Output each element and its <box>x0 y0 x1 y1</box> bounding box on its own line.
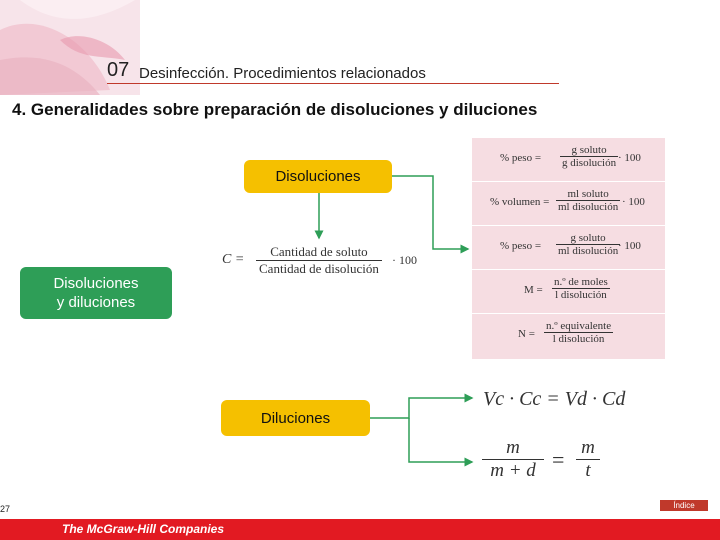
publisher-logo: The McGraw-Hill Companies <box>62 522 225 536</box>
formula-row-fraction <box>556 188 620 213</box>
formula-row-numerator: n.º de moles <box>554 276 608 288</box>
connector-diluciones-bottom <box>409 418 472 462</box>
dilution-left-fraction <box>482 437 544 482</box>
formula-row-label: N = <box>518 328 535 340</box>
disoluciones-y-diluciones-box[interactable] <box>20 267 172 319</box>
dilution-right-fraction <box>576 437 600 482</box>
disoluciones-y-diluciones-label <box>53 274 138 312</box>
concentration-formula <box>222 244 427 280</box>
formula-row-label: % volumen = <box>490 196 550 208</box>
formula-row-numerator: g soluto <box>560 144 618 157</box>
page-number: 27 <box>0 504 11 514</box>
formula-row-numerator: g soluto <box>556 232 620 245</box>
dilution-left-numerator: m <box>482 437 544 460</box>
diluciones-label: Diluciones <box>260 409 331 427</box>
connector-diluciones-top <box>370 398 472 418</box>
dilution-right-denominator: t <box>585 460 591 481</box>
index-button[interactable]: Índice <box>660 500 708 511</box>
formula-row <box>472 226 665 270</box>
formula-row-multiplier: · 100 <box>622 196 645 208</box>
formula-row-denominator: g disolución <box>562 157 617 169</box>
formula-row-fraction <box>544 320 613 345</box>
diluciones-box[interactable] <box>221 400 370 436</box>
formula-multiplier: · 100 <box>392 253 417 267</box>
chapter-title: Desinfección. Procedimientos relacionados <box>139 65 426 82</box>
label-line-1: Disoluciones <box>53 275 139 292</box>
formula-fraction <box>256 244 382 277</box>
dilution-right-numerator: m <box>576 437 600 460</box>
formula-row-label: M = <box>524 284 543 296</box>
formula-row <box>472 138 665 182</box>
formula-lhs: C = <box>222 252 245 267</box>
formula-row-numerator: ml soluto <box>556 188 620 201</box>
formula-row-label: % peso = <box>500 152 542 164</box>
connector-disoluciones-to-table <box>392 176 468 249</box>
disoluciones-box[interactable] <box>244 160 392 193</box>
formula-row <box>472 270 665 314</box>
formula-row <box>472 182 665 226</box>
dilution-equals: = <box>552 447 565 472</box>
formula-row-multiplier: · 100 <box>618 240 641 252</box>
formula-row-fraction <box>556 232 620 257</box>
formula-row-multiplier: · 100 <box>618 152 641 164</box>
formula-row-fraction <box>560 144 618 169</box>
formula-denominator: Cantidad de disolución <box>259 261 379 276</box>
formula-row <box>472 314 665 357</box>
section-title: 4. Generalidades sobre preparación de disoluciones y diluciones <box>12 100 538 119</box>
dilution-equation: Vc · Cc = Vd · Cd <box>483 388 626 410</box>
formula-row-denominator: ml disolución <box>558 201 619 213</box>
formula-row-label: % peso = <box>500 240 542 252</box>
formula-row-fraction <box>552 276 610 301</box>
chapter-number: 07 <box>107 59 130 81</box>
formula-row-numerator: n.º equivalente <box>546 320 612 332</box>
formula-row-denominator: ml disolución <box>558 245 619 257</box>
concentration-formulas-table <box>472 138 665 359</box>
disoluciones-label: Disoluciones <box>275 168 361 185</box>
formula-numerator: Cantidad de soluto <box>256 244 382 261</box>
formula-row-denominator: l disolución <box>552 333 605 345</box>
label-line-2: y diluciones <box>56 294 136 311</box>
formula-row-denominator: l disolución <box>555 289 607 301</box>
dilution-left-denominator: m + d <box>490 460 536 481</box>
dilution-ratio-formula <box>482 437 607 489</box>
